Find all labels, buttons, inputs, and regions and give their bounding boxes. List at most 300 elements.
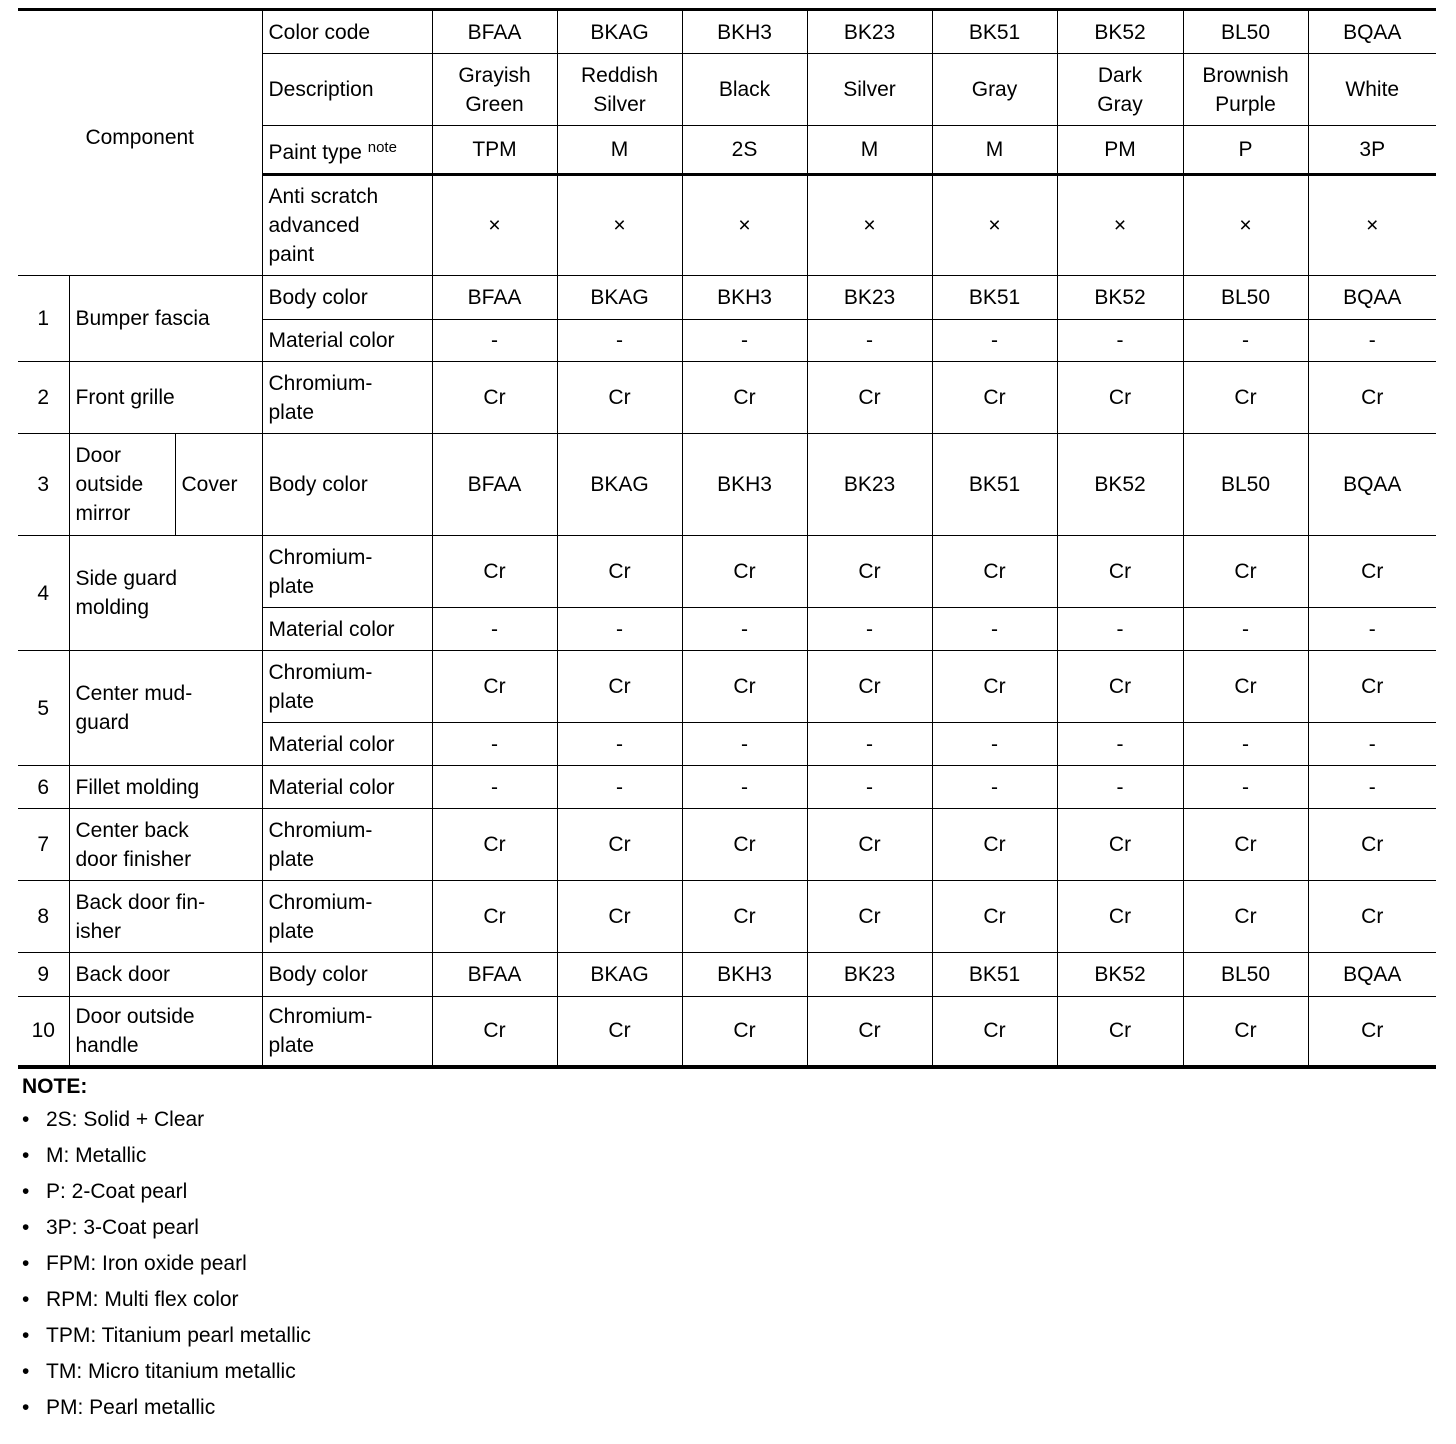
- component-name-cell: [69, 651, 262, 766]
- anti-scratch-cell: [1057, 175, 1183, 276]
- finish-value-cell: [1057, 953, 1183, 997]
- paint-type-value: 2S: [731, 138, 758, 161]
- finish-value: -: [866, 732, 873, 756]
- finish-value-cell: [1183, 276, 1308, 320]
- finish-type-cell: [262, 809, 432, 881]
- finish-value-cell: [682, 766, 807, 809]
- paint-type-value: PM: [1104, 138, 1136, 161]
- finish-value: Cr: [733, 386, 756, 409]
- finish-value: -: [616, 775, 623, 799]
- finish-value: BFAA: [467, 286, 522, 309]
- finish-value: Cr: [733, 675, 756, 698]
- cell-text-line: Center back: [75, 818, 189, 842]
- cell-text-line: Reddish: [580, 63, 659, 87]
- cell-text-line: Center mud-: [75, 682, 193, 705]
- cell-text-line: Silver: [843, 78, 896, 101]
- anti-scratch-cell: [1308, 175, 1436, 276]
- cell-text-line: door finisher: [75, 847, 192, 871]
- finish-value: Cr: [858, 560, 881, 583]
- finish-type-cell: [262, 608, 432, 651]
- cell-text-line: Body color: [268, 286, 368, 309]
- finish-value: -: [491, 732, 498, 756]
- component-number-cell: [18, 997, 69, 1067]
- finish-value-cell: [1308, 809, 1436, 881]
- finish-value: BK51: [968, 963, 1021, 986]
- finish-value: Cr: [1234, 386, 1257, 409]
- cell-text-line: Side guard: [75, 567, 178, 590]
- note-item: [22, 1246, 311, 1282]
- finish-value: Cr: [608, 1019, 631, 1043]
- finish-value: Cr: [483, 386, 506, 409]
- finish-value: Cr: [1234, 905, 1257, 928]
- finish-value: -: [1368, 775, 1376, 799]
- finish-value-cell: [932, 881, 1057, 953]
- color-code-label: [262, 10, 432, 54]
- paint-type-cell: [1057, 126, 1183, 175]
- cell-text-line: Front grille: [75, 386, 175, 409]
- finish-value-cell: [1308, 723, 1436, 766]
- finish-value: -: [616, 732, 623, 756]
- cell-text-line: Door outside: [75, 1004, 195, 1028]
- finish-value-cell: [1183, 723, 1308, 766]
- component-name-cell: [69, 362, 262, 434]
- finish-value: Cr: [608, 833, 631, 856]
- finish-value: -: [991, 775, 998, 799]
- note-item: [22, 1354, 311, 1390]
- finish-value: Cr: [1234, 560, 1257, 583]
- finish-value-cell: [557, 362, 682, 434]
- finish-value-cell: [1057, 362, 1183, 434]
- component-number-cell: [18, 766, 69, 809]
- finish-value-cell: [432, 320, 557, 362]
- finish-value: Cr: [733, 560, 756, 583]
- finish-value: -: [1242, 732, 1249, 756]
- description-cell: [1308, 54, 1436, 126]
- finish-value: -: [991, 617, 998, 641]
- cell-text-line: Chromium-: [268, 890, 373, 914]
- component-number-cell: [18, 953, 69, 997]
- paint-color-table: [18, 8, 1436, 1069]
- finish-type-cell: [262, 276, 432, 320]
- description-label-text: Description: [268, 78, 374, 101]
- finish-value: -: [1116, 775, 1124, 799]
- finish-value: BFAA: [467, 473, 522, 496]
- bullet-icon: •: [22, 1396, 30, 1419]
- finish-value: Cr: [1234, 833, 1257, 856]
- finish-value-cell: [557, 809, 682, 881]
- finish-value: Cr: [1361, 833, 1384, 856]
- finish-value-cell: [432, 276, 557, 320]
- cell-text-line: Chromium-: [268, 371, 373, 395]
- finish-value-cell: [432, 723, 557, 766]
- finish-value: BQAA: [1343, 963, 1402, 986]
- bullet-icon: •: [22, 1144, 30, 1167]
- finish-value-cell: [932, 276, 1057, 320]
- finish-value-cell: [1057, 881, 1183, 953]
- paint-type-value: 3P: [1359, 138, 1386, 161]
- component-number: 10: [31, 1019, 55, 1043]
- finish-value: BKH3: [717, 473, 772, 496]
- anti-scratch-value: ×: [613, 214, 626, 237]
- finish-value: Cr: [608, 386, 631, 409]
- finish-value-cell: [682, 276, 807, 320]
- paint-type-label-text: Paint type: [268, 140, 362, 164]
- note-item: [22, 1282, 311, 1318]
- paint-type-cell: [1308, 126, 1436, 175]
- component-row: [18, 651, 1436, 723]
- description-label: [262, 54, 432, 126]
- finish-value-cell: [1308, 953, 1436, 997]
- finish-value: BFAA: [467, 963, 522, 986]
- finish-value: Cr: [1361, 905, 1384, 928]
- cell-text-line: Body color: [268, 963, 368, 986]
- finish-value: -: [741, 775, 748, 799]
- finish-value-cell: [557, 536, 682, 608]
- finish-value: -: [866, 329, 873, 352]
- color-code-label-text: Color code: [268, 20, 371, 44]
- finish-value: BK52: [1094, 286, 1146, 309]
- finish-value: BK23: [843, 473, 896, 496]
- finish-value-cell: [807, 362, 932, 434]
- cell-text-line: Purple: [1215, 92, 1276, 116]
- paint-type-cell: [932, 126, 1057, 175]
- finish-value: -: [1242, 329, 1249, 352]
- finish-type-cell: [262, 362, 432, 434]
- component-number: 5: [37, 696, 50, 720]
- finish-value-cell: [432, 809, 557, 881]
- cell-text-line: Body color: [268, 473, 368, 496]
- finish-value-cell: [432, 608, 557, 651]
- finish-type-cell: [262, 997, 432, 1067]
- finish-value-cell: [1057, 276, 1183, 320]
- finish-value: BL50: [1220, 963, 1271, 986]
- color-code-value: BK51: [968, 20, 1021, 44]
- bullet-icon: •: [22, 1180, 30, 1203]
- component-name-cell: [69, 276, 262, 362]
- finish-value: -: [1242, 617, 1249, 641]
- cell-text-line: Material color: [268, 617, 395, 641]
- paint-type-cell: [557, 126, 682, 175]
- note-item: [22, 1318, 311, 1354]
- table-body: [18, 10, 1436, 1067]
- component-row: [18, 276, 1436, 320]
- finish-value-cell: [1308, 276, 1436, 320]
- finish-value-cell: [432, 881, 557, 953]
- component-name-cell: [69, 536, 262, 651]
- paint-type-value: M: [610, 138, 629, 161]
- finish-value-cell: [557, 276, 682, 320]
- finish-value-cell: [932, 434, 1057, 536]
- header-row-color-code: [18, 10, 1436, 54]
- cell-text-line: Door: [75, 444, 122, 467]
- finish-value: Cr: [1361, 386, 1384, 409]
- cell-text-line: outside: [75, 473, 144, 496]
- finish-value-cell: [807, 608, 932, 651]
- finish-value-cell: [932, 608, 1057, 651]
- finish-value-cell: [557, 651, 682, 723]
- finish-value: Cr: [483, 905, 506, 928]
- note-text: TM: Micro titanium metallic: [46, 1360, 296, 1383]
- color-code-value: BQAA: [1343, 20, 1402, 44]
- cell-text-line: paint: [268, 243, 315, 266]
- cell-text-line: Grayish: [458, 63, 531, 87]
- finish-value-cell: [432, 651, 557, 723]
- finish-value-cell: [932, 766, 1057, 809]
- finish-value-cell: [1308, 881, 1436, 953]
- component-number: 1: [37, 307, 50, 330]
- paint-type-cell: [682, 126, 807, 175]
- finish-value-cell: [432, 766, 557, 809]
- color-code-cell: [432, 10, 557, 54]
- note-text: 2S: Solid + Clear: [46, 1108, 205, 1131]
- finish-value: Cr: [983, 905, 1006, 928]
- cell-text-line: plate: [268, 847, 315, 871]
- finish-value-cell: [557, 953, 682, 997]
- component-header-cell: [18, 10, 262, 276]
- note-item: [22, 1210, 311, 1246]
- paint-type-cell: [1183, 126, 1308, 175]
- paint-type-cell: [807, 126, 932, 175]
- finish-value: -: [491, 617, 498, 641]
- component-name-cell: [69, 809, 262, 881]
- component-row: [18, 362, 1436, 434]
- cell-text-line: advanced: [268, 214, 360, 237]
- finish-value: -: [741, 329, 748, 352]
- color-code-value: BKH3: [717, 20, 772, 44]
- finish-value-cell: [1183, 651, 1308, 723]
- finish-value: Cr: [608, 560, 631, 583]
- finish-value: BK51: [968, 286, 1021, 309]
- description-cell: [932, 54, 1057, 126]
- finish-value: Cr: [1108, 560, 1132, 583]
- bullet-icon: •: [22, 1360, 30, 1383]
- cell-text-line: plate: [268, 574, 315, 598]
- finish-value: BKAG: [590, 286, 649, 309]
- finish-value: BK23: [843, 286, 896, 309]
- finish-type-cell: [262, 536, 432, 608]
- finish-value: BKH3: [717, 286, 772, 309]
- color-code-cell: [1057, 10, 1183, 54]
- finish-value-cell: [1183, 536, 1308, 608]
- bullet-icon: •: [22, 1216, 30, 1239]
- finish-value-cell: [807, 320, 932, 362]
- finish-value-cell: [1308, 320, 1436, 362]
- finish-value: BK51: [968, 473, 1021, 496]
- finish-value-cell: [932, 953, 1057, 997]
- finish-value: BL50: [1220, 473, 1271, 496]
- finish-value: -: [1116, 617, 1124, 641]
- color-code-cell: [682, 10, 807, 54]
- finish-value-cell: [682, 536, 807, 608]
- finish-value: Cr: [1234, 675, 1257, 698]
- finish-value-cell: [807, 997, 932, 1067]
- finish-value-cell: [1057, 766, 1183, 809]
- finish-value: BKAG: [590, 963, 649, 986]
- finish-value: Cr: [733, 905, 756, 928]
- note-item: [22, 1174, 311, 1210]
- finish-value: -: [491, 329, 498, 352]
- finish-value: -: [741, 732, 748, 756]
- finish-value: BQAA: [1343, 286, 1402, 309]
- notes-section: [22, 1072, 311, 1426]
- component-number-cell: [18, 362, 69, 434]
- component-number-cell: [18, 651, 69, 766]
- finish-type-cell: [262, 434, 432, 536]
- finish-value: Cr: [858, 675, 881, 698]
- finish-value: Cr: [1361, 1019, 1384, 1043]
- finish-value: -: [616, 329, 623, 352]
- color-code-cell: [557, 10, 682, 54]
- paint-type-note-ref: note: [367, 138, 397, 156]
- finish-value-cell: [682, 997, 807, 1067]
- finish-value: -: [866, 775, 873, 799]
- cell-text-line: Chromium-: [268, 660, 373, 684]
- color-code-cell: [1308, 10, 1436, 54]
- finish-value-cell: [1308, 608, 1436, 651]
- component-number-cell: [18, 276, 69, 362]
- finish-value-cell: [807, 276, 932, 320]
- finish-value: BL50: [1220, 286, 1271, 309]
- component-number-cell: [18, 809, 69, 881]
- finish-value-cell: [557, 434, 682, 536]
- finish-value-cell: [1057, 651, 1183, 723]
- cell-text-line: plate: [268, 1033, 315, 1057]
- finish-value: Cr: [483, 560, 506, 583]
- anti-scratch-value: ×: [488, 214, 501, 237]
- paint-type-value: M: [985, 138, 1004, 161]
- finish-value: -: [491, 775, 498, 799]
- paint-type-label: [262, 126, 432, 175]
- finish-type-cell: [262, 766, 432, 809]
- finish-value: -: [866, 617, 873, 641]
- component-number: 4: [37, 581, 50, 605]
- anti-scratch-cell: [932, 175, 1057, 276]
- finish-value-cell: [1183, 766, 1308, 809]
- finish-value-cell: [932, 362, 1057, 434]
- finish-value: -: [1242, 775, 1249, 799]
- finish-type-cell: [262, 723, 432, 766]
- finish-value: -: [991, 329, 998, 352]
- cell-text-line: molding: [75, 596, 150, 619]
- finish-value-cell: [807, 536, 932, 608]
- anti-scratch-cell: [432, 175, 557, 276]
- finish-value-cell: [807, 434, 932, 536]
- finish-value-cell: [1057, 536, 1183, 608]
- finish-type-cell: [262, 953, 432, 997]
- finish-value-cell: [682, 723, 807, 766]
- finish-value: Cr: [733, 833, 756, 856]
- cell-text-line: Material color: [268, 732, 395, 756]
- notes-list: [22, 1102, 311, 1426]
- finish-value: Cr: [983, 386, 1006, 409]
- component-number: 6: [37, 775, 50, 799]
- anti-scratch-value: ×: [1366, 214, 1379, 237]
- finish-value: Cr: [858, 905, 881, 928]
- component-name-cell: [69, 766, 262, 809]
- color-code-cell: [1183, 10, 1308, 54]
- finish-value-cell: [682, 809, 807, 881]
- cell-text-line: Material color: [268, 329, 395, 352]
- cell-text-line: plate: [268, 689, 315, 713]
- finish-value-cell: [432, 434, 557, 536]
- finish-value-cell: [1308, 766, 1436, 809]
- component-name-cell: [69, 997, 262, 1067]
- anti-scratch-label: [262, 175, 432, 276]
- anti-scratch-value: ×: [988, 214, 1001, 237]
- cell-text-line: Green: [465, 92, 524, 116]
- cell-text-line: Gray: [1097, 92, 1143, 116]
- description-cell: [807, 54, 932, 126]
- finish-value-cell: [1183, 881, 1308, 953]
- finish-value-cell: [682, 953, 807, 997]
- component-number: 7: [37, 833, 50, 856]
- finish-value-cell: [557, 320, 682, 362]
- note-item: [22, 1138, 311, 1174]
- cell-text-line: mirror: [75, 502, 131, 525]
- finish-value: Cr: [483, 675, 506, 698]
- finish-value-cell: [1183, 953, 1308, 997]
- finish-value-cell: [1308, 997, 1436, 1067]
- finish-value-cell: [682, 881, 807, 953]
- finish-value: Cr: [983, 560, 1006, 583]
- notes-title: NOTE:: [22, 1075, 88, 1098]
- finish-value-cell: [1183, 320, 1308, 362]
- cell-text-line: isher: [75, 919, 122, 943]
- note-text: P: 2-Coat pearl: [46, 1180, 188, 1203]
- finish-value: -: [1368, 329, 1376, 352]
- finish-value-cell: [932, 997, 1057, 1067]
- finish-value-cell: [932, 536, 1057, 608]
- cell-text-line: handle: [75, 1033, 139, 1057]
- finish-value: Cr: [608, 675, 631, 698]
- color-code-cell: [807, 10, 932, 54]
- bullet-icon: •: [22, 1108, 30, 1131]
- component-row: [18, 997, 1436, 1067]
- cell-text-line: Silver: [593, 92, 646, 116]
- color-code-value: BFAA: [467, 20, 522, 44]
- finish-value: Cr: [983, 833, 1006, 856]
- anti-scratch-value: ×: [1113, 214, 1127, 237]
- paint-type-cell: [432, 126, 557, 175]
- finish-value: BK23: [843, 963, 896, 986]
- component-name-cell: [69, 953, 262, 997]
- finish-value: -: [1116, 329, 1124, 352]
- finish-value-cell: [432, 953, 557, 997]
- finish-value: Cr: [1108, 833, 1132, 856]
- finish-value: Cr: [1108, 905, 1132, 928]
- bullet-icon: •: [22, 1324, 30, 1347]
- finish-value: BK52: [1094, 963, 1146, 986]
- finish-value-cell: [557, 608, 682, 651]
- cell-text-line: Dark: [1097, 63, 1143, 87]
- description-cell: [432, 54, 557, 126]
- finish-value-cell: [557, 766, 682, 809]
- finish-value: Cr: [1361, 560, 1384, 583]
- finish-value-cell: [932, 651, 1057, 723]
- finish-value-cell: [557, 997, 682, 1067]
- finish-value-cell: [1057, 723, 1183, 766]
- description-cell: [682, 54, 807, 126]
- finish-value: Cr: [983, 1019, 1006, 1043]
- finish-type-cell: [262, 651, 432, 723]
- finish-value-cell: [807, 766, 932, 809]
- cell-text-line: guard: [75, 711, 130, 734]
- cell-text-line: Back door fin-: [75, 890, 206, 914]
- note-text: M: Metallic: [46, 1144, 147, 1167]
- finish-value-cell: [682, 320, 807, 362]
- finish-value: Cr: [1108, 675, 1132, 698]
- paint-type-value: P: [1238, 138, 1253, 161]
